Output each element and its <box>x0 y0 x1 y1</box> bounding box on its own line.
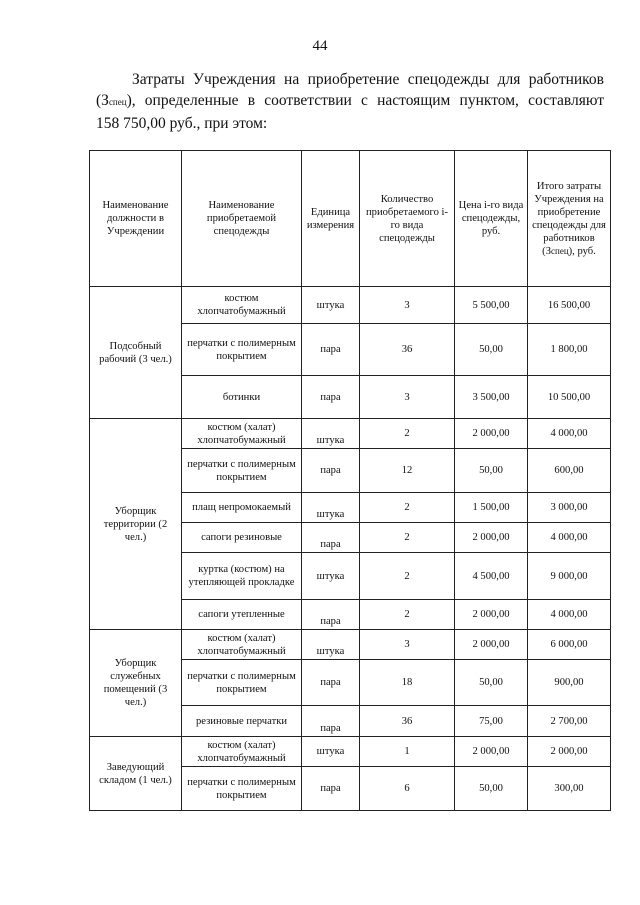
qty-cell: 2 <box>360 419 455 449</box>
unit-cell: штука <box>302 553 360 600</box>
clothing-cost-table <box>89 150 611 811</box>
intro-subscript: спец <box>108 97 127 107</box>
total-cell: 2 000,00 <box>528 737 611 767</box>
total-cell: 4 000,00 <box>528 600 611 630</box>
unit-cell: штука <box>302 493 360 523</box>
header-quantity: Количество приобретаемого i-го вида спецодежды <box>360 151 455 287</box>
intro-line-1: Затраты Учреждения на приобретение спецодежды для работников <box>132 71 604 88</box>
price-cell: 50,00 <box>455 767 528 811</box>
unit-cell: штука <box>302 419 360 449</box>
price-cell: 50,00 <box>455 449 528 493</box>
qty-cell: 36 <box>360 324 455 376</box>
header-price: Цена i-го вида спецодежды, руб. <box>455 151 528 287</box>
total-cell: 600,00 <box>528 449 611 493</box>
unit-cell: пара <box>302 660 360 706</box>
total-cell: 2 700,00 <box>528 706 611 737</box>
qty-cell: 36 <box>360 706 455 737</box>
header-total-sub: спец <box>551 245 569 256</box>
header-total-b: ), руб. <box>568 245 596 257</box>
item-cell: плащ непромокаемый <box>182 493 302 523</box>
price-cell: 2 000,00 <box>455 737 528 767</box>
item-cell: перчатки с полимерным покрытием <box>182 449 302 493</box>
item-cell: резиновые перчатки <box>182 706 302 737</box>
intro-line-2-open: (З <box>96 92 109 109</box>
intro-line-3: 158 750,00 руб., при этом: <box>96 115 268 132</box>
header-item: Наименование приобретаемой спецодежды <box>182 151 302 287</box>
price-cell: 2 000,00 <box>455 419 528 449</box>
unit-cell: пара <box>302 706 360 737</box>
intro-paragraph <box>96 69 604 134</box>
unit-cell: пара <box>302 324 360 376</box>
qty-cell: 3 <box>360 287 455 324</box>
price-cell: 50,00 <box>455 660 528 706</box>
unit-cell: пара <box>302 523 360 553</box>
table-row <box>90 630 611 660</box>
qty-cell: 18 <box>360 660 455 706</box>
unit-cell: пара <box>302 449 360 493</box>
header-position: Наименование должности в Учреждении <box>90 151 182 287</box>
unit-cell: штука <box>302 737 360 767</box>
qty-cell: 12 <box>360 449 455 493</box>
intro-line-2-rest: ), определенные в соответствии с настоящим пунктом, составляют <box>126 92 604 109</box>
header-total <box>528 151 611 287</box>
table-row <box>90 737 611 767</box>
total-cell: 4 000,00 <box>528 523 611 553</box>
position-cell: Подсобный рабочий (3 чел.) <box>90 287 182 419</box>
total-cell: 3 000,00 <box>528 493 611 523</box>
total-cell: 16 500,00 <box>528 287 611 324</box>
price-cell: 75,00 <box>455 706 528 737</box>
price-cell: 5 500,00 <box>455 287 528 324</box>
total-cell: 900,00 <box>528 660 611 706</box>
position-cell: Заведующий складом (1 чел.) <box>90 737 182 811</box>
page-number: 44 <box>312 38 328 54</box>
price-cell: 2 000,00 <box>455 600 528 630</box>
qty-cell: 2 <box>360 523 455 553</box>
total-cell: 6 000,00 <box>528 630 611 660</box>
header-total-a: Итого затраты Учреждения на приобретение спецодежды для работников (З <box>532 180 606 257</box>
qty-cell: 3 <box>360 630 455 660</box>
price-cell: 4 500,00 <box>455 553 528 600</box>
price-cell: 3 500,00 <box>455 376 528 419</box>
item-cell: перчатки с полимерным покрытием <box>182 324 302 376</box>
item-cell: сапоги утепленные <box>182 600 302 630</box>
table-row <box>90 287 611 324</box>
qty-cell: 1 <box>360 737 455 767</box>
total-cell: 1 800,00 <box>528 324 611 376</box>
qty-cell: 2 <box>360 553 455 600</box>
price-cell: 2 000,00 <box>455 630 528 660</box>
qty-cell: 2 <box>360 600 455 630</box>
item-cell: куртка (костюм) на утепляющей прокладке <box>182 553 302 600</box>
intro-line-2 <box>96 90 604 113</box>
item-cell: костюм (халат) хлопчатобумажный <box>182 737 302 767</box>
unit-cell: штука <box>302 630 360 660</box>
item-cell: перчатки с полимерным покрытием <box>182 660 302 706</box>
total-cell: 4 000,00 <box>528 419 611 449</box>
item-cell: костюм хлопчатобумажный <box>182 287 302 324</box>
price-cell: 50,00 <box>455 324 528 376</box>
unit-cell: штука <box>302 287 360 324</box>
unit-cell: пара <box>302 767 360 811</box>
total-cell: 300,00 <box>528 767 611 811</box>
qty-cell: 3 <box>360 376 455 419</box>
total-cell: 9 000,00 <box>528 553 611 600</box>
price-cell: 2 000,00 <box>455 523 528 553</box>
item-cell: сапоги резиновые <box>182 523 302 553</box>
table-row <box>90 419 611 449</box>
item-cell: ботинки <box>182 376 302 419</box>
unit-cell: пара <box>302 600 360 630</box>
item-cell: костюм (халат) хлопчатобумажный <box>182 630 302 660</box>
position-cell: Уборщик служебных помещений (3 чел.) <box>90 630 182 737</box>
unit-cell: пара <box>302 376 360 419</box>
total-cell: 10 500,00 <box>528 376 611 419</box>
position-cell: Уборщик территории (2 чел.) <box>90 419 182 630</box>
header-row <box>90 151 611 287</box>
header-unit: Единица измерения <box>302 151 360 287</box>
qty-cell: 6 <box>360 767 455 811</box>
item-cell: костюм (халат) хлопчатобумажный <box>182 419 302 449</box>
item-cell: перчатки с полимерным покрытием <box>182 767 302 811</box>
price-cell: 1 500,00 <box>455 493 528 523</box>
qty-cell: 2 <box>360 493 455 523</box>
